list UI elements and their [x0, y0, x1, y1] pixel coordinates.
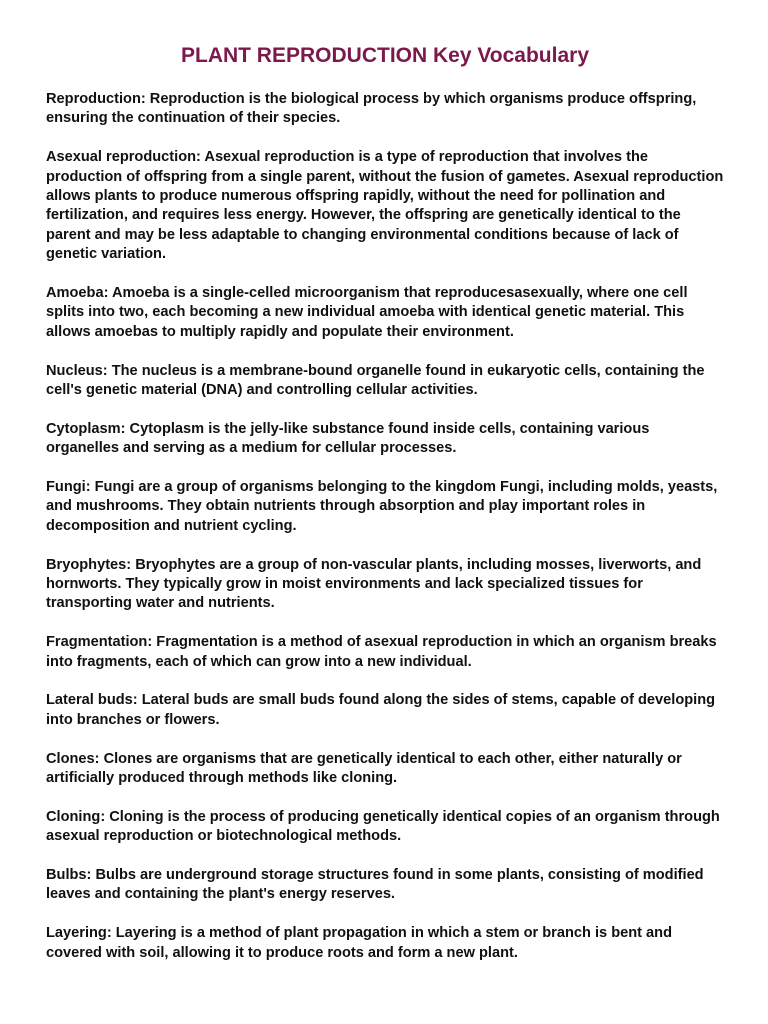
- vocab-entry-lateral-buds: [46, 691, 724, 730]
- vocab-term: Cytoplasm :: [46, 421, 130, 437]
- vocab-term: Lateral buds :: [46, 692, 142, 708]
- vocab-entry-amoeba: [46, 284, 724, 342]
- vocab-term: Cloning :: [46, 809, 109, 825]
- vocab-entry-cytoplasm: [46, 420, 724, 459]
- vocab-definition: Fungi are a group of organisms belonging to the kingdom Fungi, including molds, yeasts, and mushrooms. They obtain nutrients through absorption and play important roles in decomposition and nutrient cycling.: [46, 479, 718, 534]
- vocab-entry-layering: [46, 924, 724, 963]
- vocabulary-list: [46, 90, 724, 963]
- page-title: PLANT REPRODUCTION Key Vocabulary: [180, 44, 589, 67]
- vocab-definition: Layering is a method of plant propagation in which a stem or branch is bent and covered with soil, allowing it to produce roots and form a new plant.: [46, 925, 673, 961]
- vocab-term: Layering :: [46, 925, 116, 941]
- vocab-term: Nucleus :: [46, 363, 112, 379]
- vocab-entry-cloning: [46, 808, 724, 847]
- vocab-definition: The nucleus is a membrane-bound organelle found in eukaryotic cells, containing the cell's genetic material (DNA) and controlling cellular activities.: [46, 362, 705, 399]
- vocab-term: Bryophytes :: [46, 557, 135, 573]
- vocab-entry-bulbs: [46, 866, 724, 905]
- vocab-term: Asexual reproduction :: [46, 149, 204, 165]
- vocab-entry-asexual-reproduction: [46, 148, 724, 264]
- vocab-term: Fungi :: [46, 479, 95, 495]
- vocab-definition: Clones are organisms that are genetically identical to each other, either naturally or artificially produced through methods like cloning.: [46, 750, 682, 787]
- vocab-definition: Fragmentation is a method of asexual reproduction in which an organism breaks into fragments, each of which can grow into a new individual.: [46, 634, 717, 670]
- vocab-definition: Reproduction is the biological process by which organisms produce offspring, ensuring the continuation of their species.: [46, 91, 697, 127]
- vocab-definition: Bryophytes are a group of non-vascular plants, including mosses, liverworts, and hornworts. They typically grow in moist environments and lack specialized tissues for transporting water and nutrients.: [46, 556, 702, 612]
- vocab-term: Amoeba :: [46, 285, 112, 301]
- vocab-term: Reproduction :: [46, 91, 150, 107]
- vocab-entry-clones: [46, 750, 724, 789]
- vocab-definition: Lateral buds are small buds found along the sides of stems, capable of developing into branches or flowers.: [46, 692, 716, 728]
- vocab-term: Clones :: [46, 751, 104, 767]
- vocab-entry-fungi: [46, 478, 724, 536]
- vocab-definition: Cytoplasm is the jelly-like substance found inside cells, containing various organelles and serving as a medium for cellular processes.: [46, 420, 650, 457]
- vocab-definition: Asexual reproduction is a type of reproduction that involves the production of offspring from a single parent, without the fusion of gametes. Asexual reproduction allows plants to produce numerous offspring rapidly, without the need for pollination and fertilization, and requires less energy. However, the offspring are genetically identical to the parent and may be less adaptable to changing environmental conditions because of lack of genetic variation.: [46, 149, 724, 263]
- vocab-entry-fragmentation: [46, 633, 724, 672]
- vocab-definition: Cloning is the process of producing genetically identical copies of an organism through asexual reproduction or biotechnological methods.: [46, 808, 720, 845]
- vocab-definition: Bulbs are underground storage structures found in some plants, consisting of modified leaves and containing the plant's energy reserves.: [46, 867, 704, 903]
- vocab-term: Fragmentation :: [46, 634, 156, 650]
- vocab-entry-bryophytes: [46, 556, 724, 614]
- vocab-definition: Amoeba is a single-celled microorganism that reproducesasexually, where one cell splits into two, each becoming a new individual amoeba with identical genetic material. This allows amoebas to multiply rapidly and populate their environment.: [46, 285, 688, 340]
- vocab-entry-reproduction: [46, 90, 724, 129]
- vocab-entry-nucleus: [46, 362, 724, 401]
- vocab-term: Bulbs :: [46, 867, 95, 883]
